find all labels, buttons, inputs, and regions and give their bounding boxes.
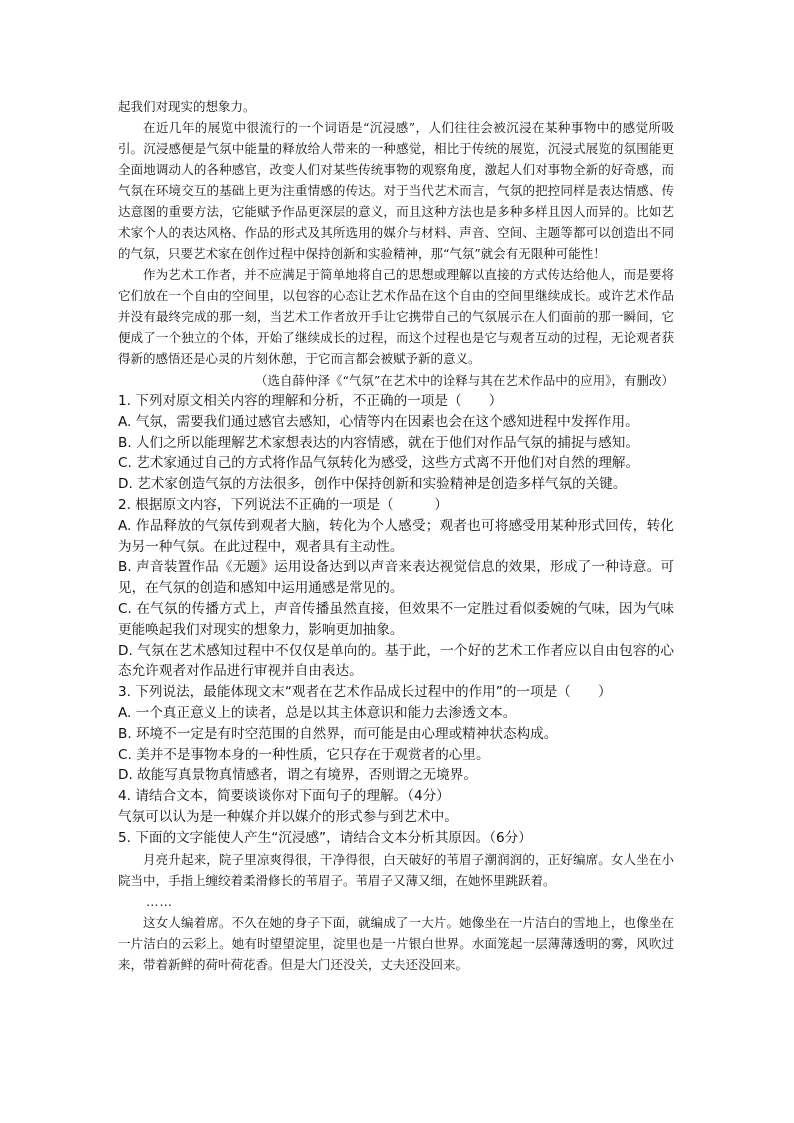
question-3-option-b: B. 环境不一定是有时空范围的自然界，而可能是由心理或精神状态构成。 — [118, 725, 558, 742]
passage-paragraph-2: 作为艺术工作者，并不应满足于简单地将自己的思想或理解以直接的方式传达给他人，而是要将它们放在一个自由的空间里，以包容的心态让艺术作品在这个自由的空间里继续成长。或许艺术作品并没有最终完成的那一刻，当艺术工作者放开手让它携带自己的气氛展示在人们面前的那一瞬间，它便成了一个独立的个体，开始了继续成长的过程，而这个过程也是它与观者互动的过程，无论观者获得新的感悟还是心灵的片刻休憩，于它而言都会被赋予新的意义。 — [118, 267, 674, 366]
question-1-stem: 1. 下列对原文相关内容的理解和分析，不正确的一项是（ ） — [118, 393, 503, 409]
question-2-option-d: D. 气氛在艺术感知过程中不仅仅是单向的。基于此，一个好的艺术工作者应以自由包容的心态允许观者对作品进行审视并自由表达。 — [118, 642, 674, 680]
question-4-stem: 4. 请结合文本，简要谈谈你对下面句子的理解。（4分） — [118, 788, 450, 805]
question-1-option-b: B. 人们之所以能理解艺术家想表达的内容情感，就在于他们对作品气氛的捕捉与感知。 — [118, 434, 639, 451]
question-4 — [118, 786, 674, 828]
question-2-option-a: A. 作品释放的气氛传到观者大脑，转化为个人感受；观者也可将感受用某种形式回传，转化为另一种气氛。在此过程中，观者具有主动性。 — [118, 517, 674, 555]
question-5-ellipsis: …… — [146, 893, 173, 909]
question-5-excerpt-1: 月亮升起来，院子里凉爽得很，干净得很，白天破好的苇眉子潮润润的，正好编席。女人坐在小院当中，手指上缠绞着柔滑修长的苇眉子。苇眉子又薄又细，在她怀里跳跃着。 — [118, 851, 674, 888]
question-2 — [118, 495, 674, 682]
question-1-option-c: C. 艺术家通过自己的方式将作品气氛转化为感受，这些方式离不开他们对自然的理解。 — [118, 455, 640, 472]
passage-paragraph-1: 在近几年的展览中很流行的一个词语是“沉浸感”，人们往往会被沉浸在某种事物中的感觉所吸引。沉浸感便是气氛中能量的释放给人带来的一种感觉，相比于传统的展览，沉浸式展览的氛围能更全面地调动人的各种感官，改变人们对某些传统事物的观察角度，激起人们对事物全新的好奇感，而气氛在环境交互的基础上更为注重情感的传达。对于当代艺术而言，气氛的把控同样是表达情感、传达意图的重要方法，它能赋予作品更深层的意义，而且这种方法也是多种多样且因人而异的。比如艺术家个人的表达风格、作品的形式及其所选用的媒介与材料、声音、空间、主题等都可以创造出不同的气氛，只要艺术家在创作过程中保持创新和实验精神，那“气氛”就会有无限种可能性！ — [118, 120, 674, 261]
question-2-stem: 2. 根据原文内容，下列说法不正确的一项是（ ） — [118, 496, 448, 513]
question-5 — [118, 828, 674, 975]
question-3-option-a: A. 一个真正意义上的读者，总是以其主体意识和能力去渗透文本。 — [118, 704, 517, 721]
page-content — [118, 96, 674, 975]
question-5-stem: 5. 下面的文字能使人产生“沉浸感”，请结合文本分析其原因。（6分） — [118, 829, 532, 846]
question-2-option-c: C. 在气氛的传播方式上，声音传播虽然直接，但效果不一定胜过看似委婉的气味，因为气味更能唤起我们对现实的想象力，影响更加抽象。 — [118, 600, 674, 638]
question-3 — [118, 682, 674, 786]
passage-paragraph-0: 起我们对现实的想象力。 — [118, 99, 256, 114]
question-2-option-b: B. 声音装置作品《无题》运用设备达到以声音来表达视觉信息的效果，形成了一种诗意。可见，在气氛的创造和感知中运用通感是常见的。 — [118, 559, 674, 597]
question-3-option-d: D. 故能写真景物真情感者，谓之有境界，否则谓之无境界。 — [118, 767, 477, 784]
question-4-quote: 气氛可以认为是一种媒介并以媒介的形式参与到艺术中。 — [118, 808, 458, 825]
question-1-option-a: A. 气氛，需要我们通过感官去感知，心情等内在因素也会在这个感知进程中发挥作用。 — [118, 413, 639, 430]
passage-source: （选自薛仲泽《“气氛”在艺术中的诠释与其在艺术作品中的应用》，有删改） — [254, 373, 674, 388]
question-3-option-c: C. 美并不是事物本身的一种性质，它只存在于观赏者的心里。 — [118, 746, 490, 763]
question-1-option-d: D. 艺术家创造气氛的方法很多，创作中保持创新和实验精神是创造多样气氛的关键。 — [118, 476, 627, 493]
question-1 — [118, 391, 674, 495]
question-3-stem: 3. 下列说法，最能体现文末“观者在艺术作品成长过程中的作用”的一项是（ ） — [118, 684, 612, 701]
question-5-excerpt-2: 这女人编着席。不久在她的身子下面，就编成了一大片。她像坐在一片洁白的雪地上，也像坐在一片洁白的云彩上。她有时望望淀里，淀里也是一片银白世界。水面笼起一层薄薄透明的雾，风吹过来，带着新鲜的荷叶荷花香。但是大门还没关，丈夫还没回来。 — [118, 914, 674, 972]
